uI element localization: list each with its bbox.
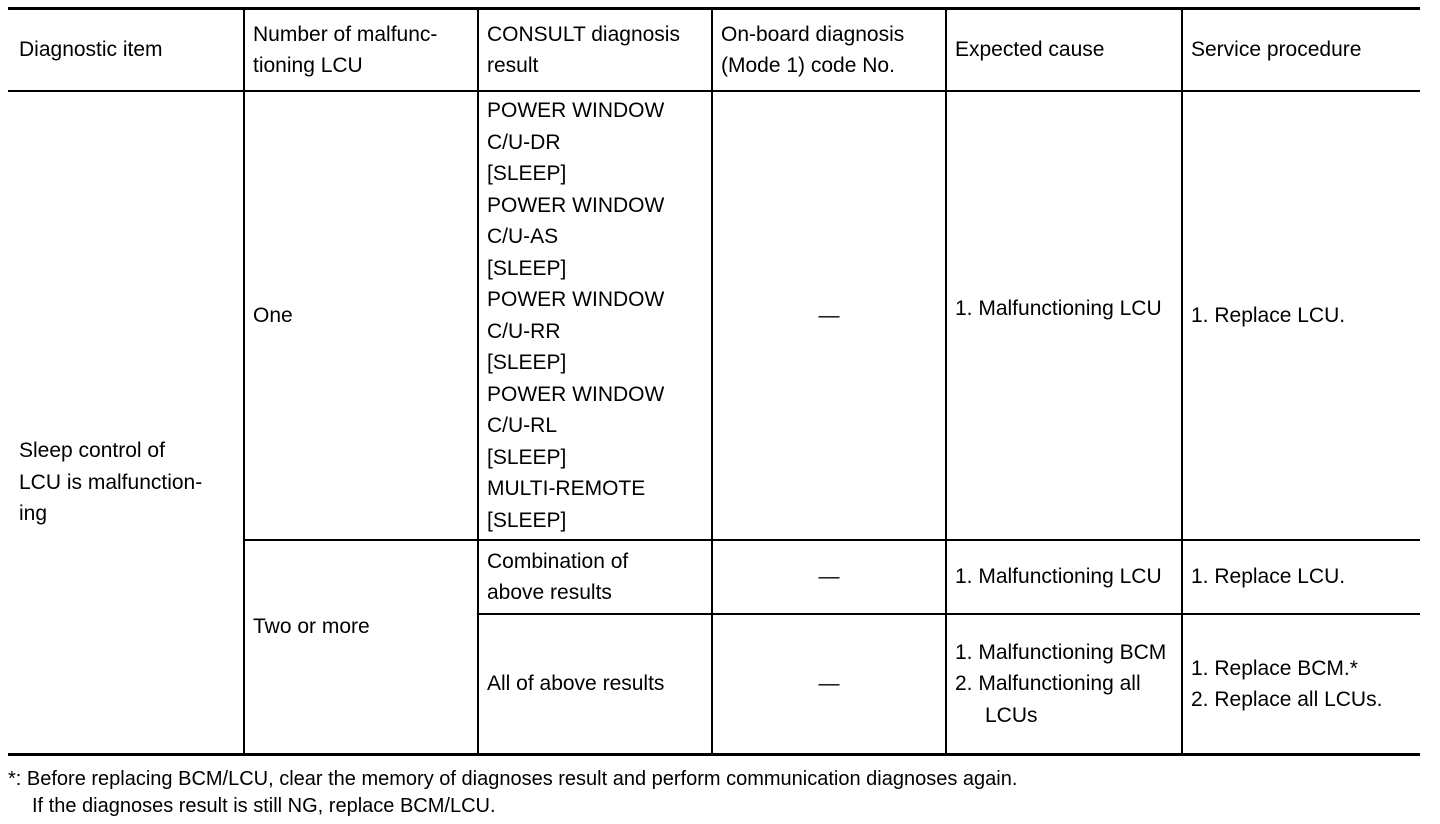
consult-line: C/U-RR [487,319,561,343]
consult-line: [SLEEP] [487,351,567,374]
number-one-text: One [253,303,293,327]
table-row-one [8,91,1420,540]
header-expected-cause-text: Expected cause [955,38,1105,62]
cause-item: 2. Malfunctioning all LCUs [955,672,1141,727]
consult-line: POWER WINDOW [487,288,665,311]
consult-two-a-cell [478,540,712,614]
diagnosis-table [8,7,1420,756]
consult-line: [SLEEP] [487,508,567,532]
number-one-cell [244,91,478,540]
header-diagnostic-item-text: Diagnostic item [19,38,163,62]
header-onboard-line-2: (Mode 1) code No. [721,54,895,77]
header-service-procedure [1182,9,1420,92]
consult-line: [SLEEP] [487,445,567,469]
cause-item: 1. Malfunctioning BCM [955,640,1167,664]
service-two-b-cell [1182,614,1420,755]
header-number-line-2: tioning LCU [253,54,363,77]
header-onboard-code [712,9,946,92]
consult-line: POWER WINDOW [487,99,665,122]
header-expected-cause [946,9,1182,92]
cause-one-cell [946,91,1182,540]
header-onboard-line-1: On-board diagnosis [721,22,905,46]
service-item: 2. Replace all LCUs. [1191,688,1383,711]
diagnostic-item-line-2: LCU is malfunction- [19,470,203,494]
header-number-malfunctioning [244,9,478,92]
consult-line: C/U-RL [487,414,558,437]
table-header-row [8,9,1420,92]
consult-line: C/U-DR [487,130,561,154]
cause-two-b-cell [946,614,1182,755]
service-item: 1. Replace LCU. [1191,303,1346,327]
consult-line: Combination of [487,549,629,573]
header-diagnostic-item [8,9,244,92]
consult-line: C/U-AS [487,225,559,248]
consult-line: MULTI-REMOTE [487,477,646,500]
consult-line: [SLEEP] [487,162,567,185]
code-dash: — [818,303,840,327]
code-dash: — [818,672,840,696]
code-dash: — [818,565,840,589]
consult-line: All of above results [487,672,665,696]
service-two-a-cell [1182,540,1420,614]
consult-one-cell [478,91,712,540]
service-item: 1. Replace BCM.* [1191,656,1358,680]
cause-item: 1. Malfunctioning LCU [955,565,1162,589]
service-one-cell [1182,91,1420,540]
consult-line: [SLEEP] [487,256,567,280]
header-number-line-1: Number of malfunc- [253,22,438,46]
service-item: 1. Replace LCU. [1191,565,1346,589]
footnote-line-1: *: Before replacing BCM/LCU, clear the memory of diagnoses result and perform communication diagnoses again. [8,768,1018,790]
diagnostic-item-line-3: ing [19,502,48,526]
header-consult-line-2: result [487,54,539,77]
header-consult-result [478,9,712,92]
number-two-text: Two or more [253,615,370,639]
cause-item: 1. Malfunctioning LCU [955,296,1162,320]
consult-two-b-cell [478,614,712,755]
footnote-line-2: If the diagnoses result is still NG, replace BCM/LCU. [32,795,496,817]
consult-line: POWER WINDOW [487,193,665,217]
cause-two-a-cell [946,540,1182,614]
diagnostic-item-line-1: Sleep control of [19,439,165,463]
code-two-b-cell [712,614,946,755]
header-consult-line-1: CONSULT diagnosis [487,22,680,46]
header-service-procedure-text: Service procedure [1191,38,1362,62]
consult-line: above results [487,581,612,604]
code-two-a-cell [712,540,946,614]
code-one-cell [712,91,946,540]
footnote [8,766,1017,820]
number-two-cell [244,540,478,755]
diagnostic-item-cell [8,91,244,755]
consult-line: POWER WINDOW [487,382,665,406]
